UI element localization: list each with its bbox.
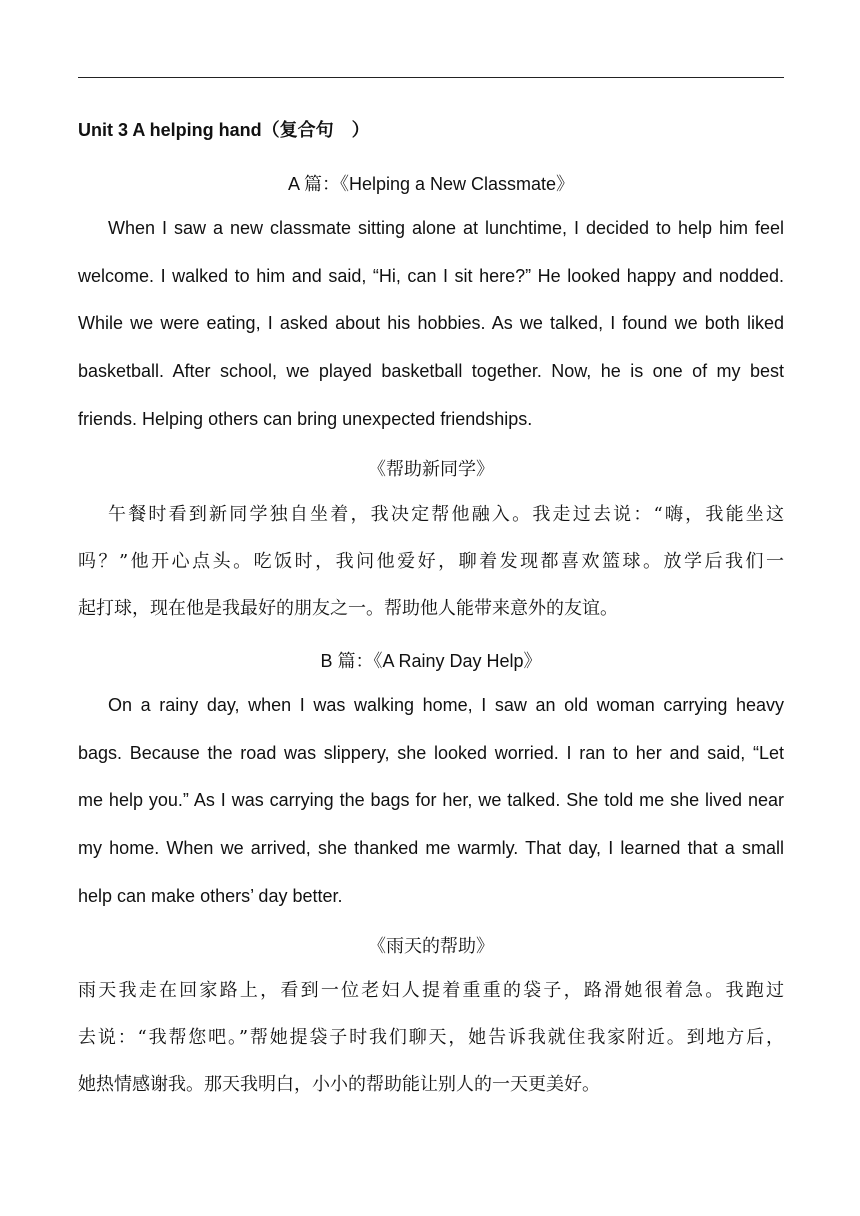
paragraph-line: 雨天我走在回家路上，看到一位老妇人提着重重的袋子，路滑她很着急。我跑过 (78, 980, 784, 1001)
paragraph-line: While we were eating, I asked about his hobbies. As we talked, I found we both liked (78, 313, 784, 334)
paragraph-line: On a rainy day, when I was walking home, I saw an old woman carrying heavy (108, 695, 784, 715)
paragraph-line: basketball. After school, we played basketball together. Now, he is one of my best (78, 361, 784, 382)
section-b-heading: B 篇：《A Rainy Day Help》 (320, 651, 542, 671)
paragraph-line: When I saw a new classmate sitting alone at lunchtime, I decided to help him feel (108, 218, 784, 238)
header-rule (78, 77, 784, 78)
section-a-chinese-paragraph (78, 503, 784, 645)
paragraph-line: 起打球，现在他是我最好的朋友之一。帮助他人能带来意外的友谊。 (78, 598, 618, 620)
paragraph-line: 她热情感谢我。那天我明白，小小的帮助能让别人的一天更美好。 (78, 1074, 600, 1096)
section-b-english-paragraph (78, 693, 784, 931)
section-a-heading: A 篇：《Helping a New Classmate》 (287, 174, 575, 194)
section-a-english-paragraph (78, 216, 784, 454)
paragraph-line: me help you.” As I was carrying the bags for her, we talked. She told me she lived near (78, 790, 784, 811)
paragraph-line: bags. Because the road was slippery, she looked worried. I ran to her and said, “Let (78, 742, 784, 763)
section-a-chinese-heading: 《帮助新同学》 (368, 459, 494, 480)
section-b-chinese-heading: 《雨天的帮助》 (368, 936, 494, 957)
paragraph-line: 午餐时看到新同学独自坐着，我决定帮他融入。我走过去说：“嗨，我能坐这 (108, 504, 784, 525)
section-b-chinese-paragraph (78, 979, 784, 1121)
paragraph-line: my home. When we arrived, she thanked me warmly. That day, I learned that a small (78, 838, 784, 859)
paragraph-line: welcome. I walked to him and said, “Hi, can I sit here?” He looked happy and nodded. (78, 265, 784, 286)
paragraph-line: 吗？”他开心点头。吃饭时，我问他爱好，聊着发现都喜欢篮球。放学后我们一 (78, 551, 784, 573)
paragraph-line: 去说：“我帮您吧。”帮她提袋子时我们聊天，她告诉我就住我家附近。到地方后， (78, 1027, 784, 1049)
paragraph-line: friends. Helping others can bring unexpected friendships. (78, 408, 533, 429)
unit-title: Unit 3 A helping hand（复合句 ） (78, 120, 370, 140)
paragraph-line: help can make others’ day better. (78, 885, 343, 906)
